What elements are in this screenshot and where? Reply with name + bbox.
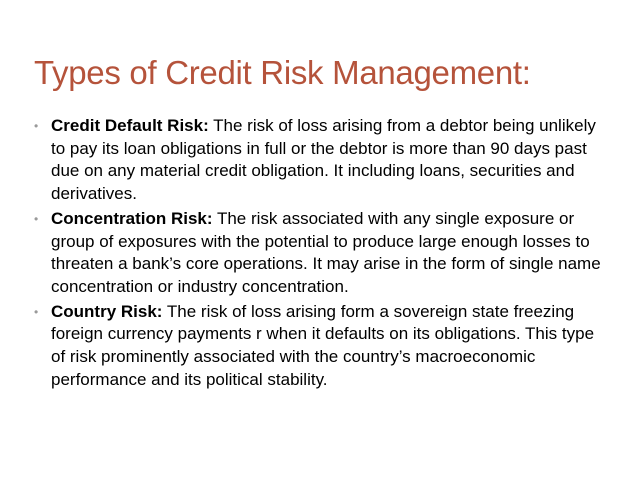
bullet-dot-icon: • (34, 211, 39, 226)
bullet-item-country-risk (34, 301, 604, 392)
bullet-description: The risk of loss arising form a sovereign state freezing foreign currency payments r when it defaults on its obligations. This type of risk prominently associated with the country’s macroeconomic performance and its political stability. (51, 301, 595, 389)
bullet-description: The risk of loss arising from a debtor being unlikely to pay its loan obligations in full or the debtor is more than 90 days past due on any material credit obligation. It including loans, securities and derivatives. (51, 116, 596, 204)
bullet-item-credit-default-risk (34, 115, 604, 206)
slide-title: Types of Credit Risk Management: (34, 54, 531, 91)
bullet-term: Country Risk: (51, 301, 163, 321)
bullet-term: Credit Default Risk: (51, 116, 209, 135)
bullet-item-concentration-risk (34, 208, 604, 299)
bullet-dot-icon: • (34, 304, 39, 319)
bullet-list (34, 115, 604, 391)
bullet-term: Concentration Risk: (51, 208, 213, 228)
bullet-description: The risk associated with any single exposure or group of exposures with the potential to produce large enough losses to threaten a bank’s core operations. It may arise in the form of single name concentration or industry concentration. (51, 208, 601, 296)
bullet-dot-icon: • (34, 119, 39, 133)
